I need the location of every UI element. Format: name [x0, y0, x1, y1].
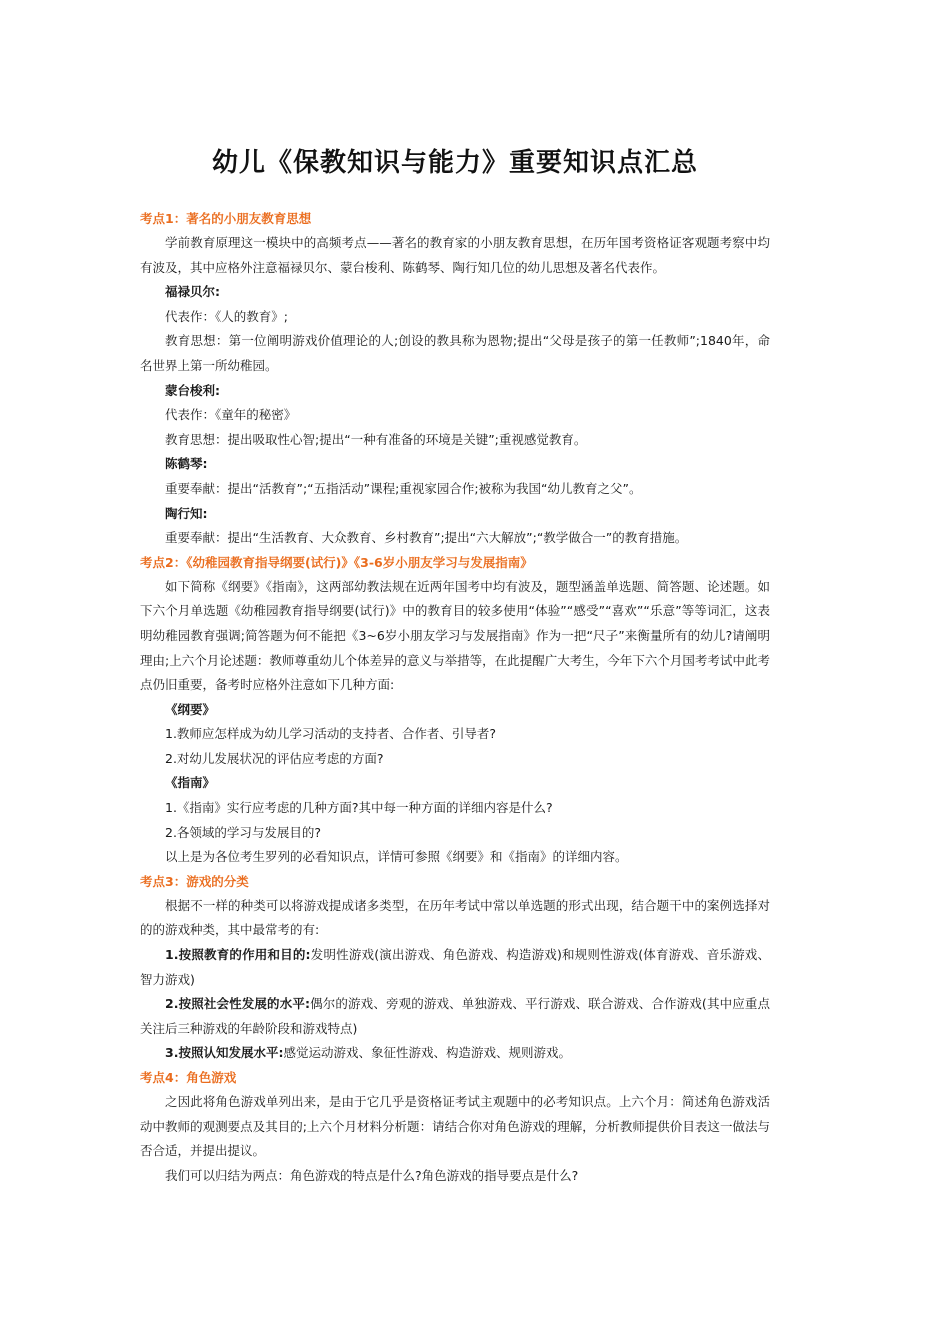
section4-summary: 我们可以归结为两点：角色游戏的特点是什么?角色游戏的指导要点是什么? — [165, 1167, 579, 1183]
gangyao-question-1: 1.教师应怎样成为幼儿学习活动的支持者、合作者、引导者? — [165, 726, 497, 742]
section-heading-4: 考点4：角色游戏 — [140, 1070, 237, 1085]
section1-intro: 学前教育原理这一模块中的高频考点——著名的教育家的小朋友教育思想，在历年国考资格证客观题考察中均有波及，其中应格外注意福禄贝尔、蒙台梭利、陈鹤琴、陶行知几位的幼儿思想及著名代表作。 — [140, 235, 770, 275]
montessori-work: 代表作：《童年的秘密》 — [165, 407, 297, 423]
game-class-item-1-label: 1.按照教育的作用和目的: — [165, 947, 311, 963]
froebel-work: 代表作：《人的教育》; — [165, 308, 288, 324]
game-class-item-1-text: 发明性游戏(演出游戏、角色游戏、构造游戏)和规则性游戏(体育游戏、音乐游戏、智力游戏) — [140, 947, 770, 987]
section2-intro: 如下简称《纲要》《指南》，这两部幼教法规在近两年国考中均有波及，题型涵盖单选题、简答题、论述题。如下六个月单选题《幼稚园教育指导纲要(试行)》中的教育目的较多使用“体验”“感受”“喜欢”“乐意”等等词汇，这表明幼稚园教育强调;简答题为何不能把《3~6岁小朋友学习与发展指南》作为一把“尺子”来衡量所有的幼儿?请阐明理由;上六个月论述题：教师尊重幼儿个体差异的意义与举措等，在此提醒广大考生，今年下六个月国考考试中此考点仍旧重要，备考时应格外注意如下几种方面: — [140, 578, 770, 693]
zhinan-question-1: 1.《指南》实行应考虑的几种方面?其中每一种方面的详细内容是什么? — [165, 800, 553, 816]
chen-name: 陈鹤琴: — [165, 456, 208, 472]
game-class-item-2-text: 偶尔的游戏、旁观的游戏、单独游戏、平行游戏、联合游戏、合作游戏(其中应重点关注后三种游戏的年龄阶段和游戏特点) — [140, 996, 770, 1036]
section3-intro: 根据不一样的种类可以将游戏提成诸多类型，在历年考试中常以单选题的形式出现，结合题干中的案例选择对的的游戏种类，其中最常考的有: — [140, 897, 770, 938]
section4-intro: 之因此将角色游戏单列出来，是由于它几乎是资格证考试主观题中的必考知识点。上六个月：简述角色游戏活动中教师的观测要点及其目的;上六个月材料分析题：请结合你对角色游戏的理解，分析教师提供价目表这一做法与否合适，并提出提议。 — [140, 1094, 770, 1159]
montessori-name: 蒙台梭利: — [165, 382, 220, 398]
tao-contribution: 重要奉献：提出“生活教育、大众教育、乡村教育”;提出“六大解放”;“教学做合一”的教育措施。 — [165, 530, 688, 546]
gangyao-question-2: 2.对幼儿发展状况的评估应考虑的方面? — [165, 750, 384, 766]
document-title: 幼儿《保教知识与能力》重要知识点汇总 — [211, 148, 698, 178]
game-class-item-3-text: 感觉运动游戏、象征性游戏、构造游戏、规则游戏。 — [283, 1045, 571, 1061]
game-class-item-3 — [140, 1041, 770, 1066]
game-class-item-2 — [140, 992, 770, 1041]
zhinan-question-2: 2.各领域的学习与发展目的? — [165, 824, 322, 840]
section-heading-1: 考点1：著名的小朋友教育思想 — [140, 211, 312, 226]
froebel-thought: 教育思想：第一位阐明游戏价值理论的人;创设的教具称为恩物;提出“父母是孩子的第一任教师”;1840年，命名世界上第一所幼稚园。 — [140, 333, 770, 373]
chen-contribution: 重要奉献：提出“活教育”;“五指活动”课程;重视家园合作;被称为我国“幼儿教育之父”。 — [165, 480, 642, 496]
froebel-name: 福禄贝尔: — [165, 284, 220, 300]
game-class-item-1 — [140, 943, 770, 992]
section2-closing: 以上是为各位考生罗列的必看知识点，详情可参照《纲要》和《指南》的详细内容。 — [165, 849, 628, 865]
tao-name: 陶行知: — [165, 505, 208, 521]
game-class-item-2-label: 2.按照社会性发展的水平: — [165, 996, 310, 1012]
section-heading-2: 考点2：《幼稚园教育指导纲要(试行)》《3-6岁小朋友学习与发展指南》 — [140, 554, 533, 570]
montessori-thought: 教育思想：提出吸取性心智;提出“一种有准备的环境是关键”;重视感觉教育。 — [165, 431, 587, 447]
zhinan-label: 《指南》 — [165, 775, 216, 791]
game-class-item-3-label: 3.按照认知发展水平: — [165, 1045, 284, 1061]
section-heading-3: 考点3：游戏的分类 — [140, 873, 249, 889]
gangyao-label: 《纲要》 — [165, 701, 216, 717]
